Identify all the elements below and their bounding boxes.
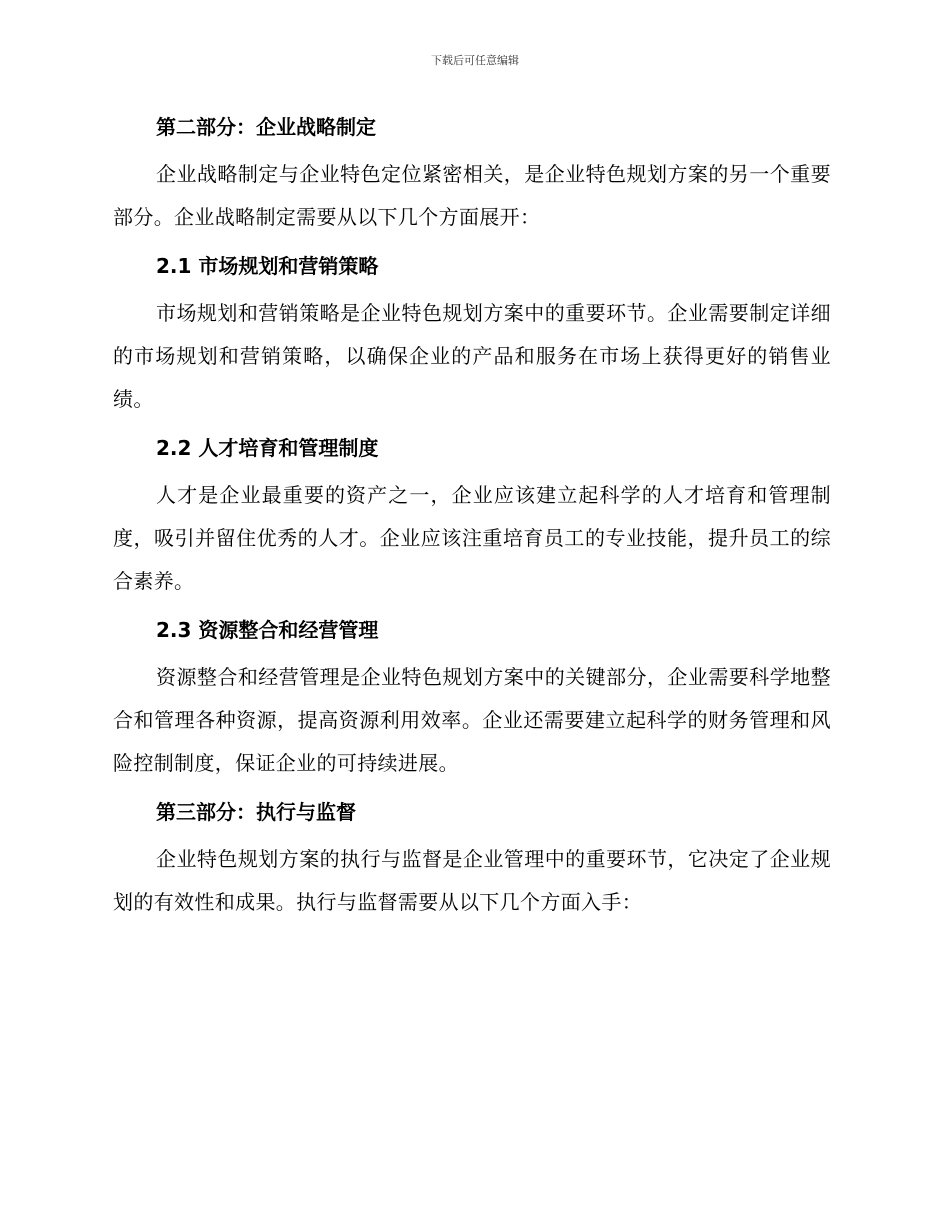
body-paragraph-execution: 企业特色规划方案的执行与监督是企业管理中的重要环节，它决定了企业规划的有效性和成果。执行与监督需要从以下几个方面入手： [113, 847, 831, 914]
subheading-2-2: 2.2 人才培育和管理制度 [156, 436, 379, 460]
subheading-2-3: 2.3 资源整合和经营管理 [156, 618, 379, 642]
body-paragraph-market: 市场规划和营销策略是企业特色规划方案中的重要环节。企业需要制定详细的市场规划和营销策略，以确保企业的产品和服务在市场上获得更好的销售业绩。 [113, 301, 831, 411]
subheading-2-1: 2.1 市场规划和营销策略 [156, 254, 379, 278]
body-paragraph-talent: 人才是企业最重要的资产之一，企业应该建立起科学的人才培育和管理制度，吸引并留住优秀的人才。企业应该注重培育员工的专业技能，提升员工的综合素养。 [113, 483, 831, 593]
body-paragraph-strategy-intro: 企业战略制定与企业特色定位紧密相关，是企业特色规划方案的另一个重要部分。企业战略制定需要从以下几个方面展开： [113, 162, 831, 229]
section-heading-part-three: 第三部分：执行与监督 [156, 800, 356, 824]
document-body [113, 110, 831, 924]
page-header: 下载后可任意编辑 [431, 54, 519, 67]
body-paragraph-resources: 资源整合和经营管理是企业特色规划方案中的关键部分，企业需要科学地整合和管理各种资源，提高资源利用效率。企业还需要建立起科学的财务管理和风险控制制度，保证企业的可持续进展。 [113, 665, 831, 775]
section-heading-part-two: 第二部分：企业战略制定 [156, 115, 376, 139]
